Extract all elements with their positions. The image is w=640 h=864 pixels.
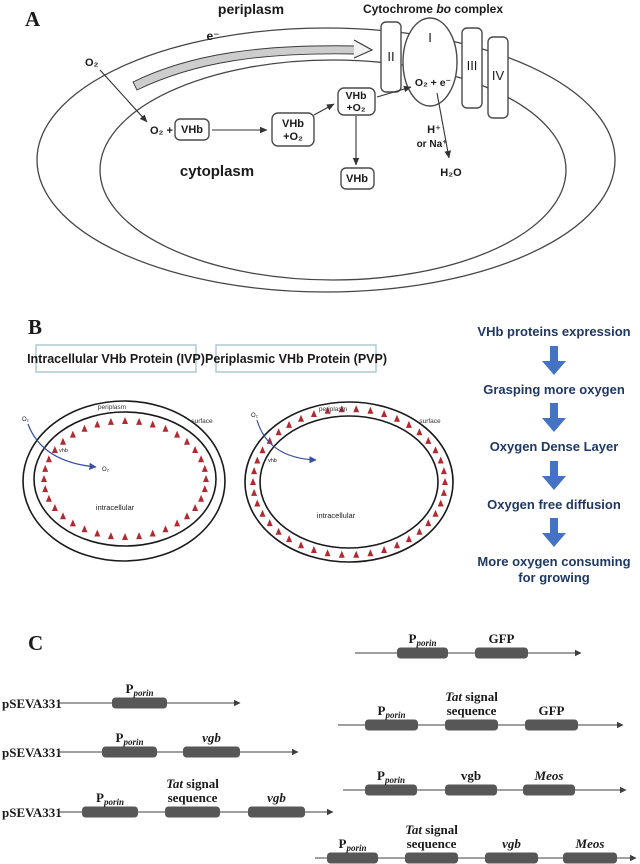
vhb-triangle-icon xyxy=(406,421,412,428)
vhb-triangle-icon xyxy=(52,446,58,453)
gene-box xyxy=(563,853,617,864)
vhb-triangle-icon xyxy=(150,421,156,428)
outer-membrane-ellipse xyxy=(37,28,615,292)
vhb-triangle-icon xyxy=(82,425,88,432)
vhb-triangle-icon xyxy=(381,546,387,553)
vhb-triangle-icon xyxy=(276,428,282,435)
vhb-triangle-icon xyxy=(70,431,76,438)
construct-row xyxy=(343,768,626,796)
complex-to-upper-arrow xyxy=(314,104,334,115)
vhb-triangle-icon xyxy=(260,446,266,453)
vhb-triangle-icon xyxy=(60,438,66,445)
complex-ii-label: II xyxy=(387,49,395,64)
periplasm-title: periplasm xyxy=(217,1,285,17)
vhb-triangle-icon xyxy=(367,407,373,414)
vhb-triangle-icon xyxy=(163,525,169,532)
panel-a-label: A xyxy=(25,7,41,31)
gene-box xyxy=(405,853,458,864)
gene-box xyxy=(112,698,167,709)
gene-label: $P_{porin}$ xyxy=(338,836,367,853)
gene-box xyxy=(523,785,575,796)
vhb-triangle-icon xyxy=(150,530,156,537)
vhb-triangle-icon xyxy=(416,528,422,535)
vhb-triangle-icon xyxy=(108,418,114,425)
o2-outside-label: O₂ xyxy=(85,57,99,69)
vhb-triangle-icon xyxy=(122,417,128,424)
water-label: H₂O xyxy=(440,167,462,179)
vhb-triangle-icon xyxy=(202,465,208,472)
flow-down-arrow-icon xyxy=(542,518,566,548)
vhb-triangle-icon xyxy=(251,467,257,474)
vhb-triangle-icon xyxy=(136,418,142,425)
pvp-vhb-label: vhb xyxy=(268,458,277,464)
electron-flow-arrowhead-icon xyxy=(354,40,372,58)
gene-label: Meos xyxy=(575,836,605,851)
construct-row xyxy=(315,822,636,864)
gene-box xyxy=(485,853,538,864)
pvp-periplasm-label: periplasm xyxy=(318,406,348,413)
vhb-triangle-icon xyxy=(254,457,260,464)
oxygen-flowchart xyxy=(468,324,640,586)
pvp-outer-membrane xyxy=(245,402,453,562)
vhb-triangle-icon xyxy=(276,528,282,535)
gene-box xyxy=(445,720,498,731)
flow-down-arrow-icon xyxy=(542,403,566,433)
vhb-triangle-icon xyxy=(108,532,114,539)
vhb-triangle-icon xyxy=(202,485,208,492)
gene-box xyxy=(445,785,497,796)
vhb-triangle-icon xyxy=(298,415,304,422)
vhb-triangle-icon xyxy=(311,410,317,417)
gene-label: vgb xyxy=(202,730,221,745)
o2-entry-arrow xyxy=(100,70,147,122)
vhb-triangle-icon xyxy=(184,512,190,519)
ivp-header-label: Intracellular VHb Protein (IVP) xyxy=(27,352,205,366)
gene-box xyxy=(82,807,138,818)
ivp-surface-label: surface xyxy=(191,418,213,425)
gene-box xyxy=(327,853,378,864)
vhb-triangle-icon xyxy=(438,500,444,507)
electron-label: e⁻ xyxy=(206,29,220,43)
vhb-released-label: VHb xyxy=(346,173,368,185)
vhb-triangle-icon xyxy=(174,519,180,526)
pvp-header-label: Periplasmic VHb Protein (PVP) xyxy=(205,352,387,366)
vhb-box-label: VHb xyxy=(181,124,203,136)
o2-plus-label: O₂ + xyxy=(150,125,173,137)
vhb-triangle-icon xyxy=(286,421,292,428)
vhb-triangle-icon xyxy=(325,549,331,556)
complex-iv-label: IV xyxy=(491,68,505,83)
vhb-triangle-icon xyxy=(82,525,88,532)
gene-label: $P_{porin}$ xyxy=(377,768,405,785)
gene-label: vgb xyxy=(502,836,521,851)
vhb-triangle-icon xyxy=(122,533,128,540)
o2-electron-label: O₂ + e⁻ xyxy=(414,77,452,89)
gene-label: vgb xyxy=(267,790,286,805)
vhb-triangle-icon xyxy=(433,446,439,453)
flow-step: Oxygen free diffusion xyxy=(487,496,621,512)
ivp-vhb-ring xyxy=(41,417,209,540)
vhb-o2-box-line2: +O₂ xyxy=(283,131,303,143)
gene-label: Tat signal xyxy=(405,822,458,837)
gene-box xyxy=(365,720,418,731)
flow-down-arrow-icon xyxy=(542,461,566,491)
vhb-triangle-icon xyxy=(394,415,400,422)
vhb-triangle-icon xyxy=(394,541,400,548)
panel-b-label: B xyxy=(28,315,43,339)
ivp-periplasm-label: periplasm xyxy=(97,404,127,411)
vhb-triangle-icon xyxy=(174,431,180,438)
cytochrome-bo-title: Cytochrome bo complex xyxy=(362,2,504,16)
vhb-triangle-icon xyxy=(198,495,204,502)
pvp-inner-membrane xyxy=(260,416,438,548)
construct-row xyxy=(338,689,623,731)
complex-i-label: I xyxy=(428,30,432,45)
vhb-triangle-icon xyxy=(298,541,304,548)
vhb-triangle-icon xyxy=(52,504,58,511)
plasmid-name: pSEVA331 xyxy=(2,805,62,820)
vhb-triangle-icon xyxy=(250,478,256,485)
vhb-triangle-icon xyxy=(41,475,47,482)
flow-step: Grasping more oxygen xyxy=(483,381,625,397)
vhb-triangle-icon xyxy=(192,446,198,453)
vhb-triangle-icon xyxy=(441,489,447,496)
ivp-intracellular-label: intracellular xyxy=(95,503,135,512)
gene-label: $P_{porin}$ xyxy=(115,730,144,747)
vhb-triangle-icon xyxy=(353,405,359,412)
gene-label: $P_{porin}$ xyxy=(96,790,124,807)
vhb-triangle-icon xyxy=(425,519,431,526)
flow-step: Oxygen Dense Layer xyxy=(489,439,619,455)
plasmid-name: pSEVA331 xyxy=(2,696,62,711)
gene-label: Tat signal xyxy=(445,689,498,704)
ivp-o2-outside-label: O₂ xyxy=(22,417,29,423)
ivp-o2-inside-label: O₂ xyxy=(102,467,109,473)
vhb-triangle-icon xyxy=(46,495,52,502)
vhb-o2-upper-line2: +O₂ xyxy=(346,102,366,114)
gene-box xyxy=(397,648,448,659)
vhb-triangle-icon xyxy=(42,465,48,472)
gene-label: $P_{porin}$ xyxy=(408,631,437,648)
vhb-triangle-icon xyxy=(94,421,100,428)
sodium-label: or Na⁺ xyxy=(416,139,448,150)
pvp-vhb-ring xyxy=(250,405,448,558)
pvp-surface-label: surface xyxy=(419,418,441,425)
pvp-o2-outside-label: O₂ xyxy=(251,413,258,419)
gene-label: sequence xyxy=(406,836,457,851)
vhb-triangle-icon xyxy=(60,512,66,519)
ivp-inner-membrane xyxy=(34,412,216,546)
construct-row xyxy=(2,776,333,820)
gene-label: vgb xyxy=(460,768,482,783)
panel-c-label: C xyxy=(28,631,44,655)
plasmid-name: pSEVA331 xyxy=(2,745,62,760)
gene-label: sequence xyxy=(167,790,218,805)
vhb-triangle-icon xyxy=(353,551,359,558)
gene-box xyxy=(248,807,305,818)
construct-row xyxy=(355,631,581,659)
vhb-triangle-icon xyxy=(136,532,142,539)
vhb-triangle-icon xyxy=(311,546,317,553)
panel-b xyxy=(0,310,640,620)
construct-row xyxy=(2,730,298,760)
vhb-triangle-icon xyxy=(251,489,257,496)
gene-box xyxy=(365,785,417,796)
vhb-triangle-icon xyxy=(254,500,260,507)
gene-box xyxy=(525,720,578,731)
vhb-triangle-icon xyxy=(70,519,76,526)
construct-rows xyxy=(2,631,636,864)
ivp-vhb-label: vhb xyxy=(59,448,68,454)
vhb-triangle-icon xyxy=(406,535,412,542)
vhb-triangle-icon xyxy=(267,519,273,526)
cytoplasm-label: cytoplasm xyxy=(179,163,255,180)
vhb-triangle-icon xyxy=(163,425,169,432)
pvp-oxygen-arrow xyxy=(257,420,316,460)
gene-label: Meos xyxy=(534,768,564,783)
vhb-triangle-icon xyxy=(433,510,439,517)
complex-iii-label: III xyxy=(466,58,478,73)
vhb-triangle-icon xyxy=(441,467,447,474)
flow-step: VHb proteins expression xyxy=(477,324,631,339)
vhb-triangle-icon xyxy=(438,457,444,464)
vhb-triangle-icon xyxy=(367,549,373,556)
vhb-triangle-icon xyxy=(425,437,431,444)
vhb-triangle-icon xyxy=(381,410,387,417)
flow-step: More oxygen consuming for growing xyxy=(477,554,631,585)
pvp-intracellular-label: intracellular xyxy=(316,511,356,520)
construct-row xyxy=(2,681,240,711)
vhb-triangle-icon xyxy=(94,530,100,537)
vhb-triangle-icon xyxy=(46,455,52,462)
vhb-triangle-icon xyxy=(42,485,48,492)
panel-a xyxy=(0,0,640,310)
vhb-triangle-icon xyxy=(260,510,266,517)
vhb-triangle-icon xyxy=(339,551,345,558)
gene-box xyxy=(475,648,528,659)
flow-down-arrow-icon xyxy=(542,346,566,376)
gene-label: Tat signal xyxy=(166,776,219,791)
vhb-triangle-icon xyxy=(286,535,292,542)
proton-label: H⁺ xyxy=(427,124,441,136)
vhb-triangle-icon xyxy=(442,478,448,485)
gene-label: $P_{porin}$ xyxy=(125,681,154,698)
vhb-triangle-icon xyxy=(416,428,422,435)
gene-box xyxy=(102,747,157,758)
vhb-triangle-icon xyxy=(203,475,209,482)
gene-box xyxy=(165,807,220,818)
gene-label: sequence xyxy=(446,703,497,718)
gene-label: GFP xyxy=(488,631,515,646)
gene-box xyxy=(183,747,240,758)
vhb-triangle-icon xyxy=(198,455,204,462)
vhb-o2-box-line1: VHb xyxy=(282,118,304,130)
gene-label: $P_{porin}$ xyxy=(377,703,406,720)
vhb-triangle-icon xyxy=(192,504,198,511)
vhb-triangle-icon xyxy=(184,438,190,445)
panel-c xyxy=(0,620,640,864)
vhb-o2-upper-line1: VHb xyxy=(345,90,367,102)
gene-label: GFP xyxy=(538,703,565,718)
